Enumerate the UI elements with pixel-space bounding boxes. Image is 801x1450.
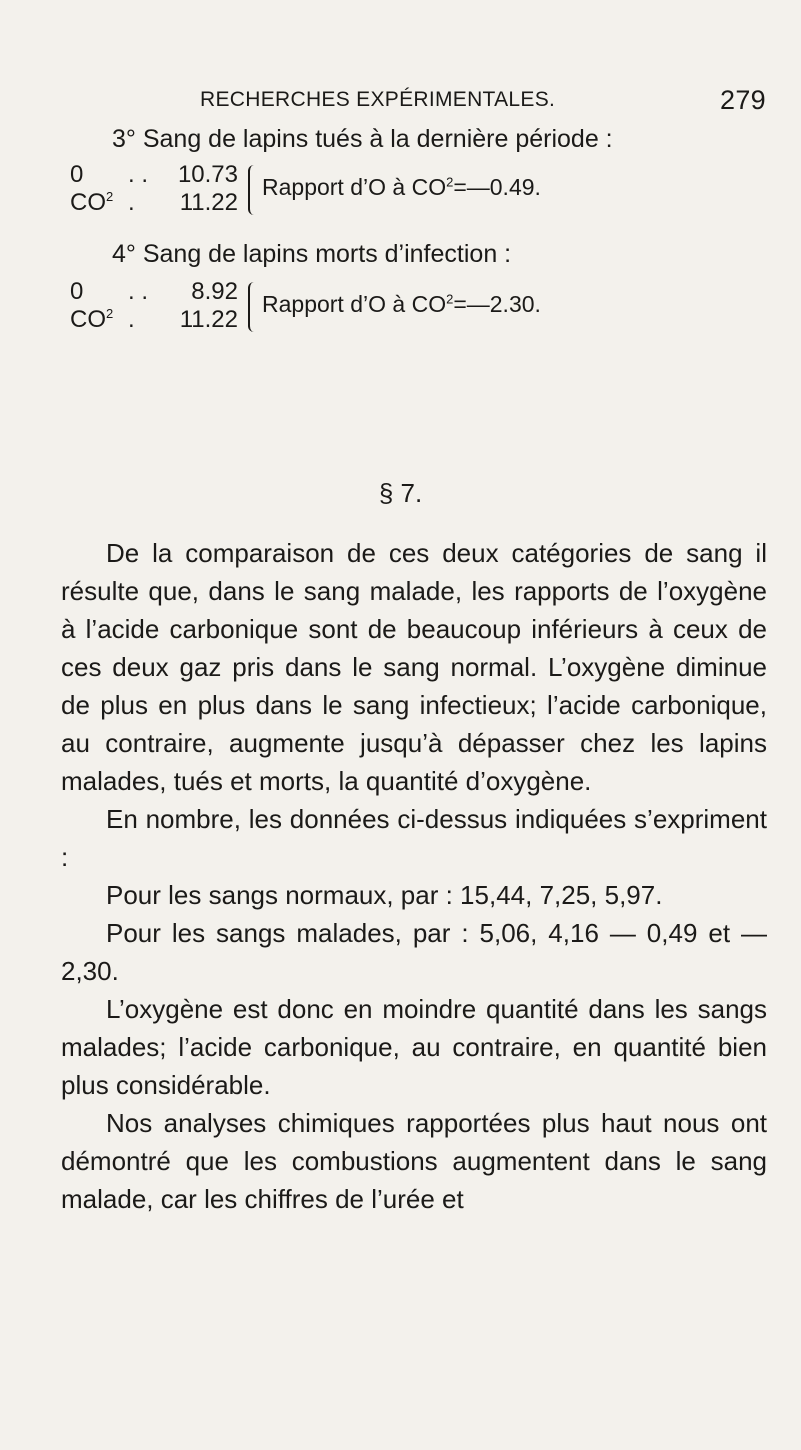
- co2-value: 11.22: [179, 306, 238, 333]
- brace: [248, 282, 258, 332]
- brace: [248, 165, 258, 215]
- body-text: [61, 534, 767, 1218]
- paragraph: Nos analyses chimiques rapportées plus haut nous ont démontré que les combustions augmentent dans le sang malade, car les chiffres de l’urée et: [61, 1108, 767, 1214]
- ratio-line: [262, 174, 541, 201]
- dots: . .: [128, 278, 149, 305]
- oxygen-value: 10.73: [177, 161, 238, 188]
- oxygen-label: 0: [70, 278, 84, 305]
- item-4-heading: 4° Sang de lapins morts d’infection :: [112, 240, 512, 268]
- co2-superscript: 2: [106, 306, 114, 321]
- ratio-value: =—2.30.: [453, 291, 541, 317]
- paragraph: Pour les sangs malades, par : 5,06, 4,16 — 0,49 et — 2,30.: [61, 918, 767, 986]
- header-title: RECHERCHES EXPÉRIMENTALES.: [200, 88, 556, 111]
- ratio-superscript: 2: [446, 174, 454, 190]
- paragraph: Pour les sangs normaux, par : 15,44, 7,25, 5,97.: [106, 880, 663, 910]
- ratio-label: Rapport d’O à CO: [262, 174, 447, 200]
- item-4-data: [70, 278, 541, 334]
- item-3-heading: 3° Sang de lapins tués à la dernière période :: [112, 125, 613, 153]
- oxygen-label: 0: [70, 161, 84, 188]
- ratio-label: Rapport d’O à CO: [262, 291, 447, 317]
- oxygen-row: [70, 161, 238, 189]
- dot: .: [128, 189, 135, 216]
- dots: . .: [128, 161, 149, 188]
- ratio-superscript: 2: [446, 291, 454, 307]
- oxygen-value: 8.92: [191, 278, 238, 305]
- page-number: 279: [720, 85, 766, 115]
- co2-superscript: 2: [106, 189, 114, 204]
- dot: .: [128, 306, 135, 333]
- ratio-value: =—0.49.: [453, 174, 541, 200]
- section-title: § 7.: [378, 478, 423, 508]
- paragraph: De la comparaison de ces deux catégories de sang il résulte que, dans le sang malade, les rapports de l’oxygène à l’acide carbonique sont de beaucoup inférieurs à ceux de ces deux gaz pris dans le sang normal. L’oxygène diminue de plus en plus dans le sang infectieux; l’acide carbonique, au contraire, augmente jusqu’à dépasser chez les lapins malades, tués et morts, la quantité d’oxygène.: [61, 538, 767, 796]
- paragraph: En nombre, les données ci-dessus indiquées s’expriment :: [61, 804, 767, 872]
- co2-value: 11.22: [179, 189, 238, 216]
- paragraph: L’oxygène est donc en moindre quantité dans les sangs malades; l’acide carbonique, au contraire, en quantité bien plus considérable.: [61, 994, 767, 1100]
- ratio-line: [262, 291, 541, 318]
- co2-row: [70, 189, 238, 217]
- co2-label: CO: [70, 306, 106, 333]
- item-3-data: [70, 161, 541, 217]
- oxygen-row: [70, 278, 238, 306]
- co2-label: CO: [70, 189, 106, 216]
- co2-row: [70, 306, 238, 334]
